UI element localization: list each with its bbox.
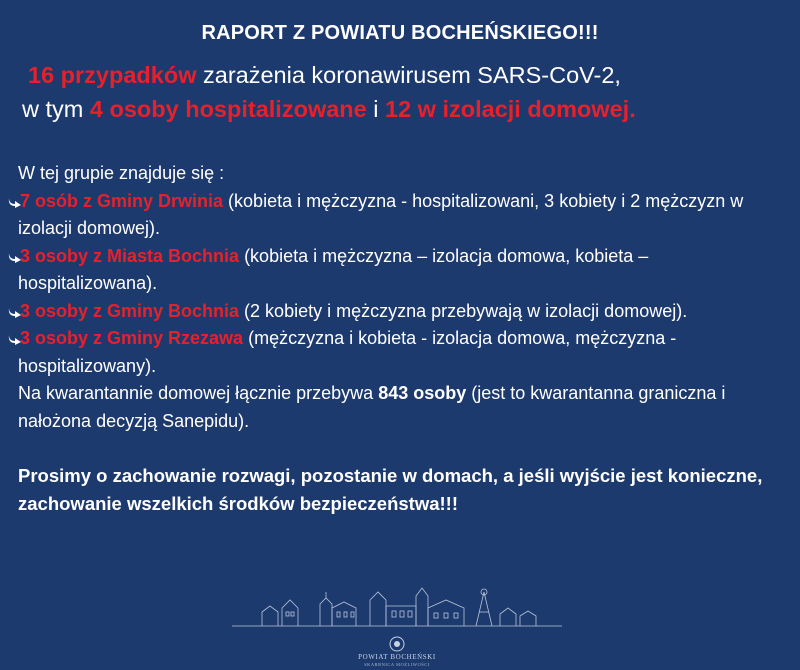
headline-line-2-conjunction: i	[366, 96, 385, 122]
quarantine-text	[18, 380, 788, 435]
intro-text: W tej grupie znajduje się :	[18, 163, 225, 183]
list-item	[18, 298, 788, 326]
list-item-highlight: 3 osoby z Gminy Bochnia	[20, 300, 240, 321]
headline-line-1	[22, 58, 792, 92]
quarantine-suffix: (jest to kwarantanna graniczna i nałożona decyzją Sanepidu).	[18, 383, 726, 431]
logo-tagline: SKARBNICA MOŻLIWOŚCI	[364, 662, 430, 667]
skyline-illustration	[232, 578, 562, 638]
emblem-icon	[389, 636, 405, 652]
arrow-right-icon	[8, 306, 20, 318]
arrow-right-icon	[8, 196, 20, 208]
arrow-right-icon	[8, 333, 20, 345]
headline-line-1-text: zarażenia koronawirusem SARS-CoV-2,	[196, 62, 621, 88]
logo-name: POWIAT BOCHEŃSKI	[358, 653, 436, 661]
hospitalized-count: 4 osoby hospitalizowane	[89, 96, 367, 122]
list-item-highlight: 3 osoby z Gminy Rzezawa	[20, 328, 244, 348]
home-isolation-count: 12 w izolacji domowej.	[385, 96, 636, 122]
list-item-detail: (kobieta i mężczyzna - hospitalizowani, 3 kobiety i 2 mężczyzn w izolacji domowej).	[18, 190, 744, 238]
headline-line-2-prefix: w tym	[22, 96, 90, 122]
list-item	[18, 325, 788, 380]
list-item-detail: (mężczyzna i kobieta - izolacja domowa, mężczyzna - hospitalizowany).	[18, 328, 677, 376]
quarantine-prefix: Na kwarantannie domowej łącznie przebywa	[18, 383, 379, 403]
appeal-text: Prosimy o zachowanie rozwagi, pozostanie w domach, a jeśli wyjście jest konieczne, zachowanie wszelkich środków bezpieczeństwa!!!	[18, 465, 763, 514]
report-body	[18, 160, 788, 518]
spacer	[18, 435, 788, 462]
list-item-detail: (2 kobiety i mężczyzna przebywają w izolacji domowej).	[239, 300, 688, 321]
list-item-detail: (kobieta i mężczyzna – izolacja domowa, kobieta – hospitalizowana).	[18, 245, 649, 293]
arrow-right-icon	[8, 251, 20, 263]
report-title: RAPORT Z POWIATU BOCHEŃSKIEGO!!!	[201, 22, 599, 44]
powiat-logo	[232, 578, 562, 670]
list-item	[18, 188, 788, 243]
list-item-highlight: 7 osób z Gminy Drwinia	[20, 190, 224, 211]
headline-line-2	[22, 92, 792, 126]
total-cases: 16 przypadków	[28, 62, 197, 88]
list-item-highlight: 3 osoby z Miasta Bochnia	[20, 245, 240, 266]
list-item	[18, 243, 788, 298]
headline	[22, 58, 792, 126]
quarantine-count: 843 osoby	[378, 383, 467, 403]
